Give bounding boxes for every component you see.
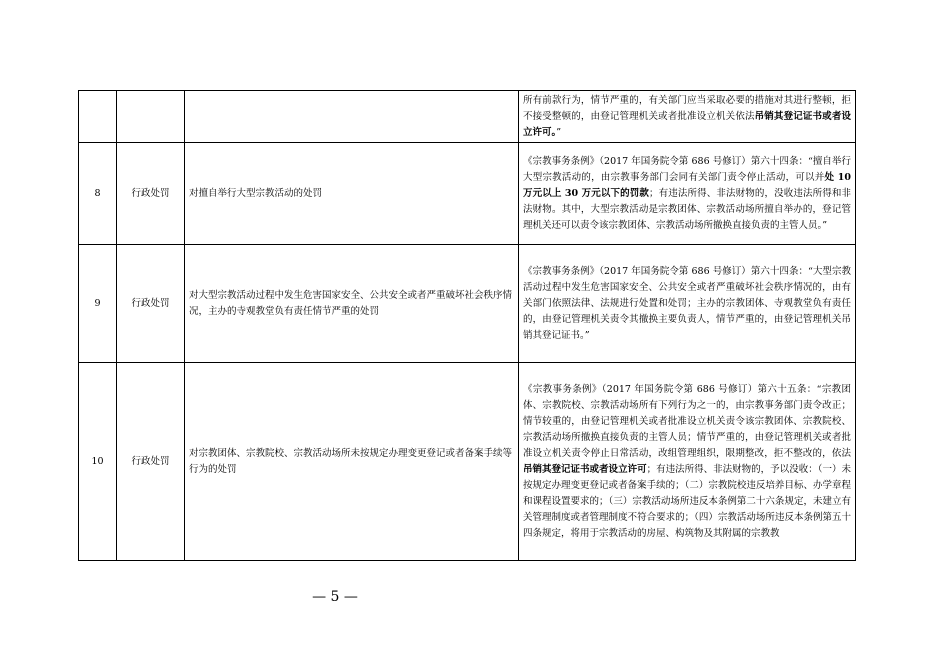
row-category: 行政处罚 — [117, 143, 185, 245]
basis-bold-text: 吊销其登记证书或者设立许可 — [523, 463, 647, 475]
row-basis — [519, 143, 856, 245]
row-category: 行政处罚 — [117, 245, 185, 363]
table-row — [79, 245, 856, 363]
punishment-table — [78, 90, 856, 561]
row-number: 9 — [79, 245, 117, 363]
basis-text: 《宗教事务条例》（2017 年国务院令第 686 号修订）第六十五条：“宗教团体、宗教院校、宗教活动场所有下列行为之一的，由宗教事务部门责令改正；情节较重的，由登记管理机关或者批准设立机关责令该宗教团体、宗教院校、宗教活动场所撤换直接负责的主管人员；情节严重的，由登记管理机关或者批准设立机关责令停止日常活动，改组管理组织，限期整改，拒不整改的，依法 — [523, 383, 851, 459]
row-item: 对大型宗教活动过程中发生危害国家安全、公共安全或者严重破坏社会秩序情况，主办的寺观教堂负有责任情节严重的处罚 — [185, 245, 519, 363]
row-item: 对擅自举行大型宗教活动的处罚 — [185, 143, 519, 245]
row-number: 8 — [79, 143, 117, 245]
table-row — [79, 91, 856, 143]
row-item: 对宗教团体、宗教院校、宗教活动场所未按规定办理变更登记或者备案手续等行为的处罚 — [185, 363, 519, 561]
page-number: — 5 — — [312, 589, 358, 605]
basis-text: 所有前款行为，情节严重的，有关部门应当采取必要的措施对其进行整顿，拒不接受整顿的，由登记管理机关或者批准设立机关依法 — [523, 94, 851, 122]
basis-bold-text: 处 10 万元以上 30 万元以下的罚款 — [523, 171, 851, 199]
basis-text: 《宗教事务条例》（2017 年国务院令第 686 号修订）第六十四条：“擅自举行大型宗教活动的，由宗教事务部门会同有关部门责令停止活动，可以并 — [523, 155, 851, 183]
basis-text: 《宗教事务条例》（2017 年国务院令第 686 号修订）第六十四条：“大型宗教活动过程中发生危害国家安全、公共安全或者严重破坏社会秩序情况的，由有关部门依照法律、法规进行处置和处罚；主办的宗教团体、寺观教堂负有责任的，由登记管理机关责令其撤换主要负责人，情节严重的，由登记管理机关吊销其登记证书。” — [523, 265, 851, 341]
row-number: 10 — [79, 363, 117, 561]
table-row — [79, 143, 856, 245]
table-row — [79, 363, 856, 561]
row-basis — [519, 363, 856, 561]
basis-bold-text: 吊销其登记证书或者设立许可。 — [523, 110, 851, 138]
basis-text-tail: ；有违法所得、非法财物的，没收违法所得和非法财物。其中，大型宗教活动是宗教团体、宗教活动场所擅自举办的，登记管理机关还可以责令该宗教团体、宗教活动场所撤换直接负责的主管人员。” — [523, 187, 851, 231]
row-number — [79, 91, 117, 143]
row-item — [185, 91, 519, 143]
row-category: 行政处罚 — [117, 363, 185, 561]
row-basis — [519, 91, 856, 143]
row-basis — [519, 245, 856, 363]
basis-text-tail: ；有违法所得、非法财物的，予以没收：（一）未按规定办理变更登记或者备案手续的；（二）宗教院校违反培养目标、办学章程和课程设置要求的；（三）宗教活动场所违反本条例第二十六条规定，未建立有关管理制度或者管理制度不符合要求的；（四）宗教活动场所违反本条例第五十四条规定，将用于宗教活动的房屋、构筑物及其附属的宗教教 — [523, 463, 851, 539]
basis-text-tail: ” — [556, 126, 562, 138]
row-category — [117, 91, 185, 143]
